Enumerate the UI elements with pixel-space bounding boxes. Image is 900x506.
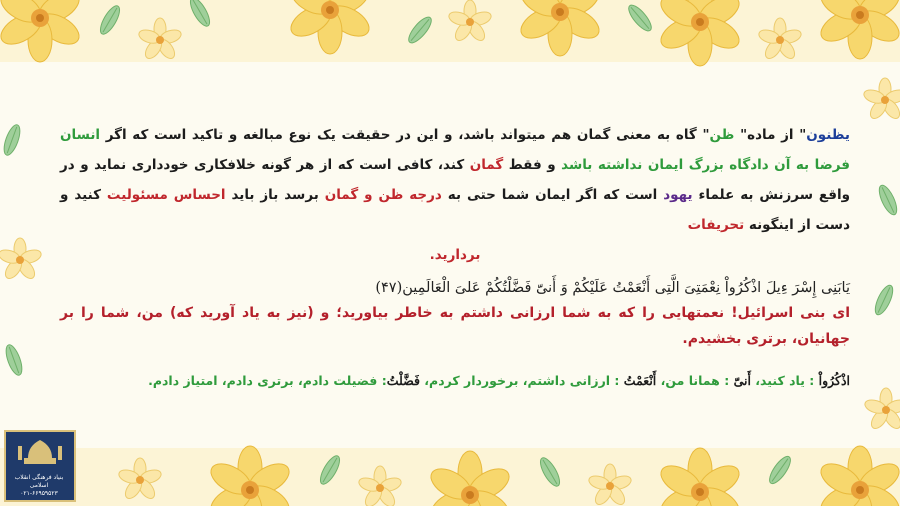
text-segment: و فقط <box>503 157 562 173</box>
term-zan: ظن <box>709 127 741 143</box>
vocab-meaning: : فضیلت دادم، برتری دادم، امتیاز دادم. <box>148 373 387 388</box>
highlight-green: انسان فرضا به آن دادگاه بزرگ ایمان نداشته باشد <box>60 127 850 173</box>
content-area <box>60 120 850 392</box>
highlight-red: احساس مسئولیت <box>106 187 226 203</box>
logo-name: بنیاد فرهنگی انقلاب اسلامی <box>14 474 64 489</box>
text-segment: است که اگر ایمان شما حتی به <box>441 187 664 203</box>
highlight-red: گمان <box>469 157 504 173</box>
text-segment: کند، کافی است که از هر گونه خلافکاری خودداری نماید و در واقع سرزنش به علماء <box>60 157 850 203</box>
text-segment: " گاه به معنی گمان هم میتواند باشد، و این در حقیقت یک نوع مبالغه و تاکید است که اگر <box>100 127 710 143</box>
term-yazunnun: یظنون <box>806 127 850 143</box>
leaf-icon <box>872 283 896 317</box>
leaf-icon <box>1 123 23 157</box>
leaf-icon <box>876 183 900 217</box>
vocab-word: أَنْعَمْتُ <box>623 373 657 388</box>
flower-icon <box>0 238 43 281</box>
flower-icon <box>862 78 900 121</box>
text-segment: " از ماده" <box>740 127 807 143</box>
text-segment: برسد باز باید <box>225 187 325 203</box>
leaf-icon <box>3 343 25 377</box>
highlight-purple: یهود <box>663 187 693 203</box>
vocab-word: أَنیّ‌َ <box>733 373 751 388</box>
text-segment: کنید و دست از اینگونه <box>60 187 850 233</box>
logo-number: ۰۲۱-۶۶۹۵۹۵۲۳ <box>20 490 58 497</box>
flower-icon <box>863 388 900 431</box>
highlight-red: تحریفات <box>687 217 745 233</box>
verse-translation: ای بنی اسرائیل! نعمتهایی را که به شما ارزانی داشتم به خاطر بیاورید؛ و (نیز به یاد آورید که) من، شما را بر جهانیان، برتری بخشیدم. <box>60 305 850 347</box>
vocab-meaning: : ارزانی داشتم، برخوردار کردم، <box>419 373 624 388</box>
vocab-meaning: : یاد کنید، <box>750 373 819 388</box>
highlight-red: درجه ظن و گمان <box>324 187 442 203</box>
commentary-paragraph <box>60 120 850 270</box>
vocab-word: اذْکُرُواْ <box>818 373 850 388</box>
vocabulary-line <box>60 370 850 392</box>
vocab-word: فَضَّلْتُ <box>386 373 420 388</box>
vocab-meaning: : همانا من، <box>656 373 734 388</box>
quran-verse: یَابَنِی إِسْرَ ءِیلَ اذْکُرُواْ نِعْمَتِیَ الَّتِی أَنْعَمْتُ عَلَیْکُمْ وَ أَنیّ‌َ فَضَّلْتُکُمْ عَلیَ الْعَالَمِین(۴۷) <box>375 280 850 296</box>
mosque-icon <box>6 434 74 474</box>
paragraph-ending: بردارید. <box>429 247 481 263</box>
logo-caption <box>6 474 72 498</box>
